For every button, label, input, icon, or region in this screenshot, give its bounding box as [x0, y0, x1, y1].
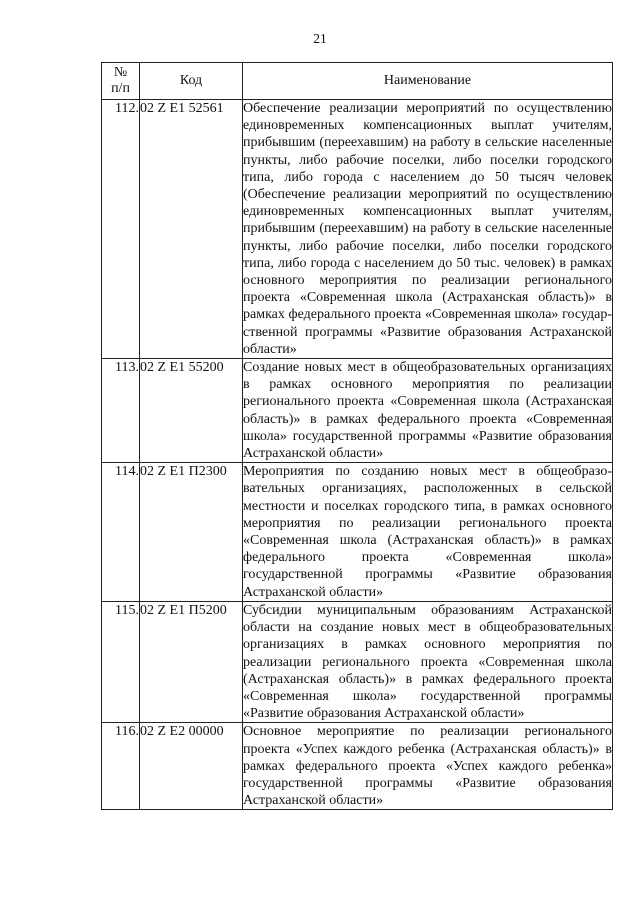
codes-table — [101, 62, 613, 810]
row-number: 112. — [102, 100, 140, 359]
header-name: Наименование — [243, 63, 613, 100]
table-row — [102, 723, 613, 810]
page-number: 21 — [313, 31, 327, 46]
row-number: 115. — [102, 601, 140, 722]
table-row — [102, 359, 613, 463]
table-row — [102, 601, 613, 722]
row-name: Субсидии муниципальным образованиям Астраханской области на создание новых мест в общеобразовательных организациях в рамках основного мероприятия по реализации регионального проекта «Современная школа (Астраханская область)» в рамках федерального проекта «Современная школа» государственной программы «Развитие образования Астраханской области» — [243, 602, 612, 722]
row-number: 116. — [102, 723, 140, 810]
table-row — [102, 463, 613, 602]
row-code: 02 Z E1 П2300 — [140, 463, 243, 602]
row-name: Мероприятия по созданию новых мест в общеобразовательных организациях, расположенных в сельской местности и поселках городского типа, в рамках основного мероприятия по реализации регионального проекта «Современная школа (Астраханская область)» в рамках федерального проекта «Современная школа» государственной программы «Развитие образования Астраханской области» — [243, 464, 612, 600]
row-code: 02 Z E1 52561 — [140, 100, 243, 359]
row-code: 02 Z E1 П5200 — [140, 601, 243, 722]
table-header-row — [102, 63, 613, 100]
row-code: 02 Z E1 55200 — [140, 359, 243, 463]
header-code: Код — [140, 63, 243, 100]
row-number: 114. — [102, 463, 140, 602]
header-number: № п/п — [102, 63, 140, 100]
table-row — [102, 100, 613, 359]
row-name: Основное мероприятие по реализации регионального проекта «Успех каждого ребенка (Астраханская область)» в рамках федерального проекта «Успех каждого ребенка» государственной программы «Развитие образования Астраханской области» — [243, 724, 612, 809]
row-name: Создание новых мест в общеобразовательных организациях в рамках основного мероприятия по реализации регионального проекта «Современная школа (Астраханская область)» в рамках федерального проекта «Современная школа» государственной программы «Развитие образования Астраханской области» — [243, 360, 612, 462]
row-name: Обеспечение реализации мероприятий по осуществлению единовременных компенсационных выплат учителям, прибывшим (переехавшим) на работу в сельские населенные пункты, либо рабочие поселки, либо поселки городского типа, либо города с населением до 50 тысяч человек (Обеспечение реализации мероприятий по осуществлению единовременных компенсационных выплат учителям, прибывшим (переехавшим) на работу в сельские населенные пункты, либо рабочие поселки, либо поселки городского типа, либо города с населением до 50 тыс. человек) в рамках основного мероприятия по реализации регионального проекта «Современная школа (Астраханская область)» в рамках федерального проекта «Современная школа» государственной программы «Развитие образования Астраханской области» — [243, 101, 612, 357]
row-number: 113. — [102, 359, 140, 463]
row-code: 02 Z E2 00000 — [140, 723, 243, 810]
